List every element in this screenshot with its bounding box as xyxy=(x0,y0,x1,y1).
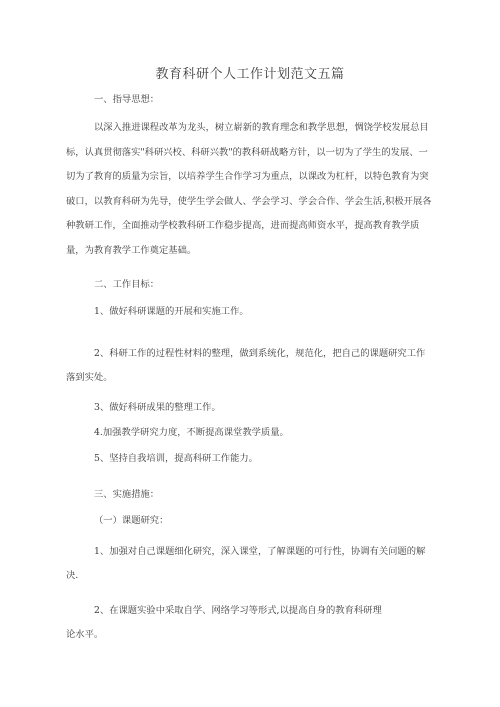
measure-item-continuation: 论水平。 xyxy=(66,629,104,640)
goal-item: 5、坚持自我培训，提高科研工作能力。 xyxy=(94,453,258,464)
goal-item: 1、做好科研课题的开展和实施工作。 xyxy=(94,306,249,317)
section-heading-guiding-ideology: 一、指导思想： xyxy=(94,94,160,105)
goal-item: 4.加强教学研究力度，不断提高课堂教学质量。 xyxy=(94,427,289,438)
goal-item: 2、科研工作的过程性材料的整理，做到系统化，规范化，把自己的课题研究工作落到实处。 xyxy=(66,348,426,383)
subsection-heading-topic-research: （一）课题研究： xyxy=(94,515,169,526)
section-heading-work-goals: 二、工作目标： xyxy=(94,279,160,290)
document-title: 教育科研个人工作计划范文五篇 xyxy=(155,67,345,82)
measure-item: 2、在课题实验中采取自学、网络学习等形式,以提高自身的教育科研理 xyxy=(94,605,382,616)
goal-item: 3、做好科研成果的整理工作。 xyxy=(94,402,221,413)
section-heading-implementation: 三、实施措施： xyxy=(94,489,160,500)
measure-item: 1、加强对自己课题细化研究，深入课堂，了解课题的可行性，协调有关问题的解决. xyxy=(66,546,426,581)
section-body-guiding-ideology: 以深入推进课程改革为龙头，树立崭新的教育理念和教学思想，惆饶学校发展总目标，认真贯彻落实"科研兴校、科研兴教"的教科研战略方针，以一切为了学生的发展、一切为了教育的质量为宗旨，以培养学生合作学习为重点，以课改为杠杆，以特色教育为突破口，以教育科研为先导，使学生学会做人、学会学习、学会合作、学会生活,积极开展各种教研工作，全面推动学校教科研工作稳步提高，进而提高师资水平，提高教育教学质量，为教育教学工作奠定基础。 xyxy=(66,122,432,256)
